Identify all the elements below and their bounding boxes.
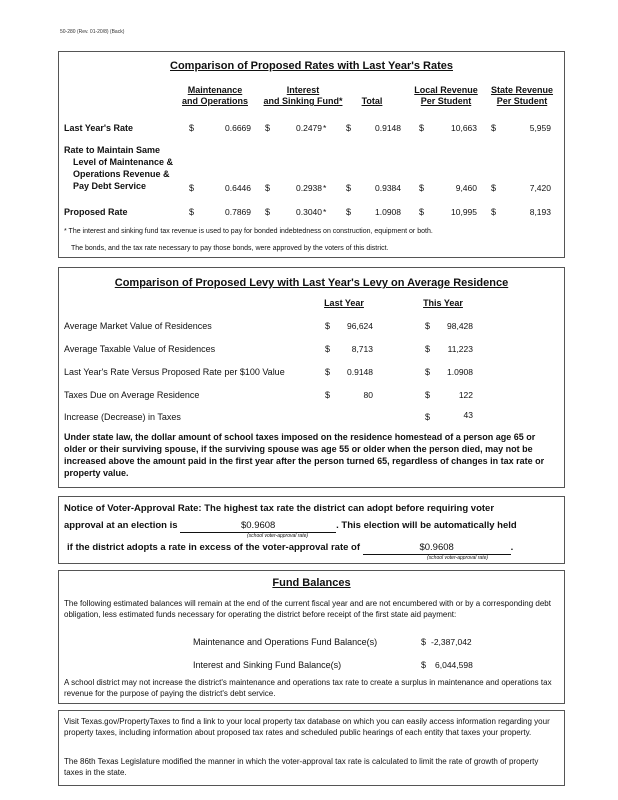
homestead-note: Under state law, the dollar amount of school taxes imposed on the residence homestead of a person age 65 or older or their surviving spouse, if the surviving spouse was age 55 or older when the person died, may not be increased above the amount paid in the first year after the person turned 65, regardless of changes in tax rate or property value. bbox=[64, 432, 545, 478]
col-last-year: Last Year bbox=[324, 298, 364, 308]
levy-label: Increase (Decrease) in Taxes bbox=[64, 412, 181, 422]
levy-this: 98,428 bbox=[447, 321, 473, 331]
header-local: Local Revenue Per Student bbox=[414, 85, 478, 106]
footnote-interest: * The interest and sinking fund tax revenue is used to pay for bonded indebtedness on construction, equipment or both. bbox=[64, 228, 433, 235]
dollar-sign: $ bbox=[421, 637, 427, 647]
levy-label: Taxes Due on Average Residence bbox=[64, 390, 200, 400]
rate-is: 0.2479 bbox=[296, 123, 322, 133]
rate-total: 0.9148 bbox=[375, 123, 401, 133]
header-state: State Revenue Per Student bbox=[490, 85, 554, 106]
dollar-sign: $ bbox=[325, 321, 331, 331]
fund-intro: The following estimated balances will remain at the end of the current fiscal year and are not encumbered with or by a corresponding debt obligation, less estimated funds necessary for operating the district before receipt of the first state aid payment: bbox=[64, 599, 551, 619]
dollar-sign: $ bbox=[491, 123, 497, 133]
levy-this: 122 bbox=[458, 390, 473, 400]
state-revenue: 8,193 bbox=[529, 207, 551, 217]
dollar-sign: $ bbox=[425, 321, 431, 331]
dollar-sign: $ bbox=[325, 367, 331, 377]
dollar-sign: $ bbox=[421, 660, 427, 670]
levy-this: 11,223 bbox=[447, 344, 473, 354]
fund-is-label: Interest and Sinking Fund Balance(s) bbox=[193, 660, 342, 670]
rates-title: Comparison of Proposed Rates with Last Year's Rates bbox=[170, 60, 453, 72]
state-revenue: 5,959 bbox=[529, 123, 551, 133]
dollar-sign: $ bbox=[189, 183, 195, 193]
levy-title: Comparison of Proposed Levy with Last Year's Levy on Average Residence bbox=[114, 277, 509, 289]
row-label-last-year: Last Year's Rate bbox=[64, 123, 134, 133]
rate-is: 0.3040 bbox=[296, 207, 322, 217]
dollar-sign: $ bbox=[346, 207, 352, 217]
star: * bbox=[323, 183, 327, 193]
rate-mo: 0.6446 bbox=[225, 183, 251, 193]
header-total: Total bbox=[361, 96, 383, 106]
dollar-sign: $ bbox=[265, 123, 271, 133]
dollar-sign: $ bbox=[265, 207, 271, 217]
star: * bbox=[323, 123, 327, 133]
levy-label: Last Year's Rate Versus Proposed Rate per $100 Value bbox=[64, 367, 285, 377]
info-section bbox=[58, 710, 565, 786]
form-id: 50-280 (Rev. 01-20/8) (Back) bbox=[60, 29, 125, 35]
row-label-proposed: Proposed Rate bbox=[64, 207, 128, 217]
dollar-sign: $ bbox=[189, 207, 195, 217]
rate-total: 1.0908 bbox=[375, 207, 401, 217]
dollar-sign: $ bbox=[265, 183, 271, 193]
local-revenue: 10,663 bbox=[451, 123, 477, 133]
local-revenue: 10,995 bbox=[451, 207, 477, 217]
dollar-sign: $ bbox=[425, 390, 431, 400]
rate-total: 0.9384 bbox=[375, 183, 401, 193]
state-revenue: 7,420 bbox=[529, 183, 551, 193]
dollar-sign: $ bbox=[325, 390, 331, 400]
fund-balances-section bbox=[58, 570, 565, 704]
row-label-maintain: Rate to Maintain Same Level of Maintenance & Operations Revenue & Pay Debt Service bbox=[64, 145, 174, 191]
voter-line-1: Notice of Voter-Approval Rate: The highest tax rate the district can adopt before requiring voter bbox=[64, 503, 495, 514]
rate-is: 0.2938 bbox=[296, 183, 322, 193]
levy-last: 96,624 bbox=[347, 321, 373, 331]
voter-rate-sublabel: (school voter-approval rate) bbox=[247, 533, 309, 539]
dollar-sign: $ bbox=[346, 123, 352, 133]
dollar-sign: $ bbox=[419, 123, 425, 133]
fund-mo-label: Maintenance and Operations Fund Balance(s) bbox=[193, 637, 378, 647]
voter-rate-value: $0.9608 bbox=[180, 520, 336, 533]
fund-mo-value: -2,387,042 bbox=[431, 637, 472, 647]
dollar-sign: $ bbox=[425, 344, 431, 354]
dollar-sign: $ bbox=[425, 412, 431, 422]
local-revenue: 9,460 bbox=[455, 183, 477, 193]
voter-approval-section bbox=[58, 496, 565, 564]
voter-rate-sublabel-2: (school voter-approval rate) bbox=[427, 555, 489, 561]
header-is: Interest and Sinking Fund* bbox=[263, 85, 343, 106]
dollar-sign: $ bbox=[491, 183, 497, 193]
dollar-sign: $ bbox=[189, 123, 195, 133]
voter-rate-value-2: $0.9608 bbox=[363, 542, 511, 555]
levy-section bbox=[58, 267, 565, 488]
rate-mo: 0.6669 bbox=[225, 123, 251, 133]
levy-last: 8,713 bbox=[351, 344, 373, 354]
info-para-1: Visit Texas.gov/PropertyTaxes to find a link to your local property tax database on which you can easily access information regarding your property taxes, including information about proposed tax rates and scheduled public hearings of each entity that taxes your property. bbox=[64, 717, 550, 737]
star: * bbox=[323, 207, 327, 217]
dollar-sign: $ bbox=[325, 344, 331, 354]
rates-section bbox=[58, 51, 565, 258]
voter-line-2: approval at an election is $0.9608 . This election will be automatically held bbox=[64, 520, 517, 531]
levy-this: 1.0908 bbox=[447, 367, 473, 377]
header-mo: Maintenance and Operations bbox=[181, 85, 248, 106]
fund-title: Fund Balances bbox=[272, 577, 351, 589]
fund-is-value: 6,044,598 bbox=[435, 660, 473, 670]
dollar-sign: $ bbox=[419, 207, 425, 217]
dollar-sign: $ bbox=[419, 183, 425, 193]
levy-last: 0.9148 bbox=[347, 367, 373, 377]
fund-closing: A school district may not increase the district's maintenance and operations tax rate to create a surplus in maintenance and operations tax revenue for the purpose of paying the district's debt service. bbox=[64, 678, 552, 698]
rate-mo: 0.7869 bbox=[225, 207, 251, 217]
footnote-bonds: The bonds, and the tax rate necessary to pay those bonds, were approved by the voters of this district. bbox=[71, 245, 389, 252]
levy-last: 80 bbox=[363, 390, 373, 400]
levy-label: Average Taxable Value of Residences bbox=[64, 344, 216, 354]
info-para-2: The 86th Texas Legislature modified the manner in which the voter-approval tax rate is calculated to limit the rate of growth of property taxes in the state. bbox=[64, 757, 539, 777]
dollar-sign: $ bbox=[425, 367, 431, 377]
levy-this: 43 bbox=[463, 410, 473, 420]
col-this-year: This Year bbox=[423, 298, 463, 308]
dollar-sign: $ bbox=[491, 207, 497, 217]
voter-line-3: if the district adopts a rate in excess of the voter-approval rate of $0.9608 . bbox=[67, 542, 514, 553]
levy-label: Average Market Value of Residences bbox=[64, 321, 212, 331]
dollar-sign: $ bbox=[346, 183, 352, 193]
